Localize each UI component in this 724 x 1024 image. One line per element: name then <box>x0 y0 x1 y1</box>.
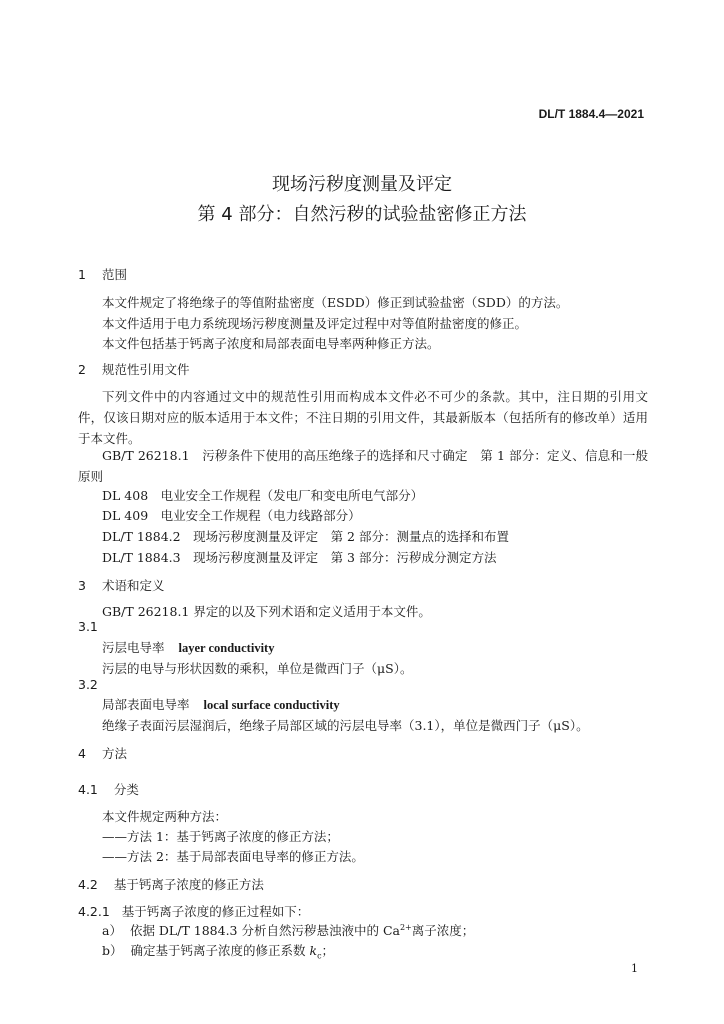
reference-item: GB/T 26218.1 污秽条件下使用的高压绝缘子的选择和尺寸确定 第 1 部分：定义、信息和一般原则 <box>78 448 648 484</box>
list-item-a <box>102 921 474 939</box>
paragraph-line: 本文件适用于电力系统现场污秽度测量及评定过程中对等值附盐密度的修正。 <box>102 316 528 331</box>
list-item-b <box>102 941 334 961</box>
section-3-heading <box>78 576 164 594</box>
section-number: 4 <box>78 746 86 761</box>
section-2-heading <box>78 360 189 378</box>
section-number: 2 <box>78 362 86 377</box>
variable: k <box>309 943 318 958</box>
section-title: 规范性引用文件 <box>101 362 190 377</box>
paragraph-line: 本文件规定两种方法： <box>102 809 228 824</box>
item-text: 确定基于钙离子浓度的修正系数 <box>130 943 310 958</box>
term-zh: 局部表面电导率 <box>102 697 190 712</box>
subsection-4-1-heading <box>78 780 139 798</box>
term-number: 3.1 <box>78 619 98 634</box>
clause-4-2-1 <box>78 902 309 920</box>
clause-number: 4.2.1 <box>78 904 110 919</box>
reference-item: DL/T 1884.3 现场污秽度测量及评定 第 3 部分：污秽成分测定方法 <box>102 550 497 565</box>
term-definition: 污层的电导与形状因数的乘积，单位是微西门子（μS）。 <box>102 661 413 676</box>
section-number: 4.2 <box>78 877 98 892</box>
section-title: 方法 <box>101 746 127 761</box>
term-definition: 绝缘子表面污层湿润后，绝缘子局部区域的污层电导率（3.1），单位是微西门子（μS）。 <box>102 718 589 733</box>
list-item: ——方法 1：基于钙离子浓度的修正方法； <box>102 829 339 844</box>
paragraph-line: 本文件包括基于钙离子浓度和局部表面电导率两种修正方法。 <box>102 336 440 351</box>
document-title-line2: 第 4 部分：自然污秽的试验盐密修正方法 <box>197 204 527 225</box>
section-1-heading <box>78 265 127 283</box>
term-en: layer conductivity <box>178 641 275 655</box>
subsection-4-2-heading <box>78 875 264 893</box>
item-label: a） <box>102 923 122 938</box>
document-title-line1: 现场污秽度测量及评定 <box>272 174 452 195</box>
terms-intro: GB/T 26218.1 界定的以及下列术语和定义适用于本文件。 <box>102 604 431 619</box>
term-en: local surface conductivity <box>203 698 340 712</box>
section-4-heading <box>78 744 127 762</box>
item-text: 离子浓度； <box>411 923 475 938</box>
term-heading <box>102 638 274 656</box>
section-title: 基于钙离子浓度的修正方法 <box>113 877 264 892</box>
reference-item: DL 409 电业安全工作规程（电力线路部分） <box>102 508 361 523</box>
section-title: 范围 <box>101 267 127 282</box>
term-heading <box>102 695 340 713</box>
page-number: 1 <box>631 962 638 975</box>
paragraph-line: 本文件规定了将绝缘子的等值附盐密度（ESDD）修正到试验盐密（SDD）的方法。 <box>102 295 569 310</box>
section-title: 分类 <box>113 782 139 797</box>
section-number: 4.1 <box>78 782 98 797</box>
reference-item: DL/T 1884.2 现场污秽度测量及评定 第 2 部分：测量点的选择和布置 <box>102 529 509 544</box>
list-item: ——方法 2：基于局部表面电导率的修正方法。 <box>102 849 364 864</box>
section-number: 1 <box>78 267 86 282</box>
document-code: DL/T 1884.4—2021 <box>538 107 644 121</box>
section-title: 术语和定义 <box>101 578 165 593</box>
item-label: b） <box>102 943 123 958</box>
superscript: 2+ <box>399 923 412 932</box>
item-text: 依据 DL/T 1884.3 分析自然污秽悬浊液中的 Ca <box>129 923 400 938</box>
section-number: 3 <box>78 578 86 593</box>
subscript: c <box>317 951 322 961</box>
reference-item: DL 408 电业安全工作规程（发电厂和变电所电气部分） <box>102 488 424 503</box>
normative-references-intro: 下列文件中的内容通过文中的规范性引用而构成本文件必不可少的条款。其中，注日期的引用文件，仅该日期对应的版本适用于本文件；不注日期的引用文件，其最新版本（包括所有的修改单）适用于本文件。 <box>78 389 648 446</box>
item-text: ； <box>321 943 335 958</box>
term-zh: 污层电导率 <box>102 640 165 655</box>
clause-text: 基于钙离子浓度的修正过程如下： <box>121 904 310 919</box>
term-number: 3.2 <box>78 677 98 692</box>
